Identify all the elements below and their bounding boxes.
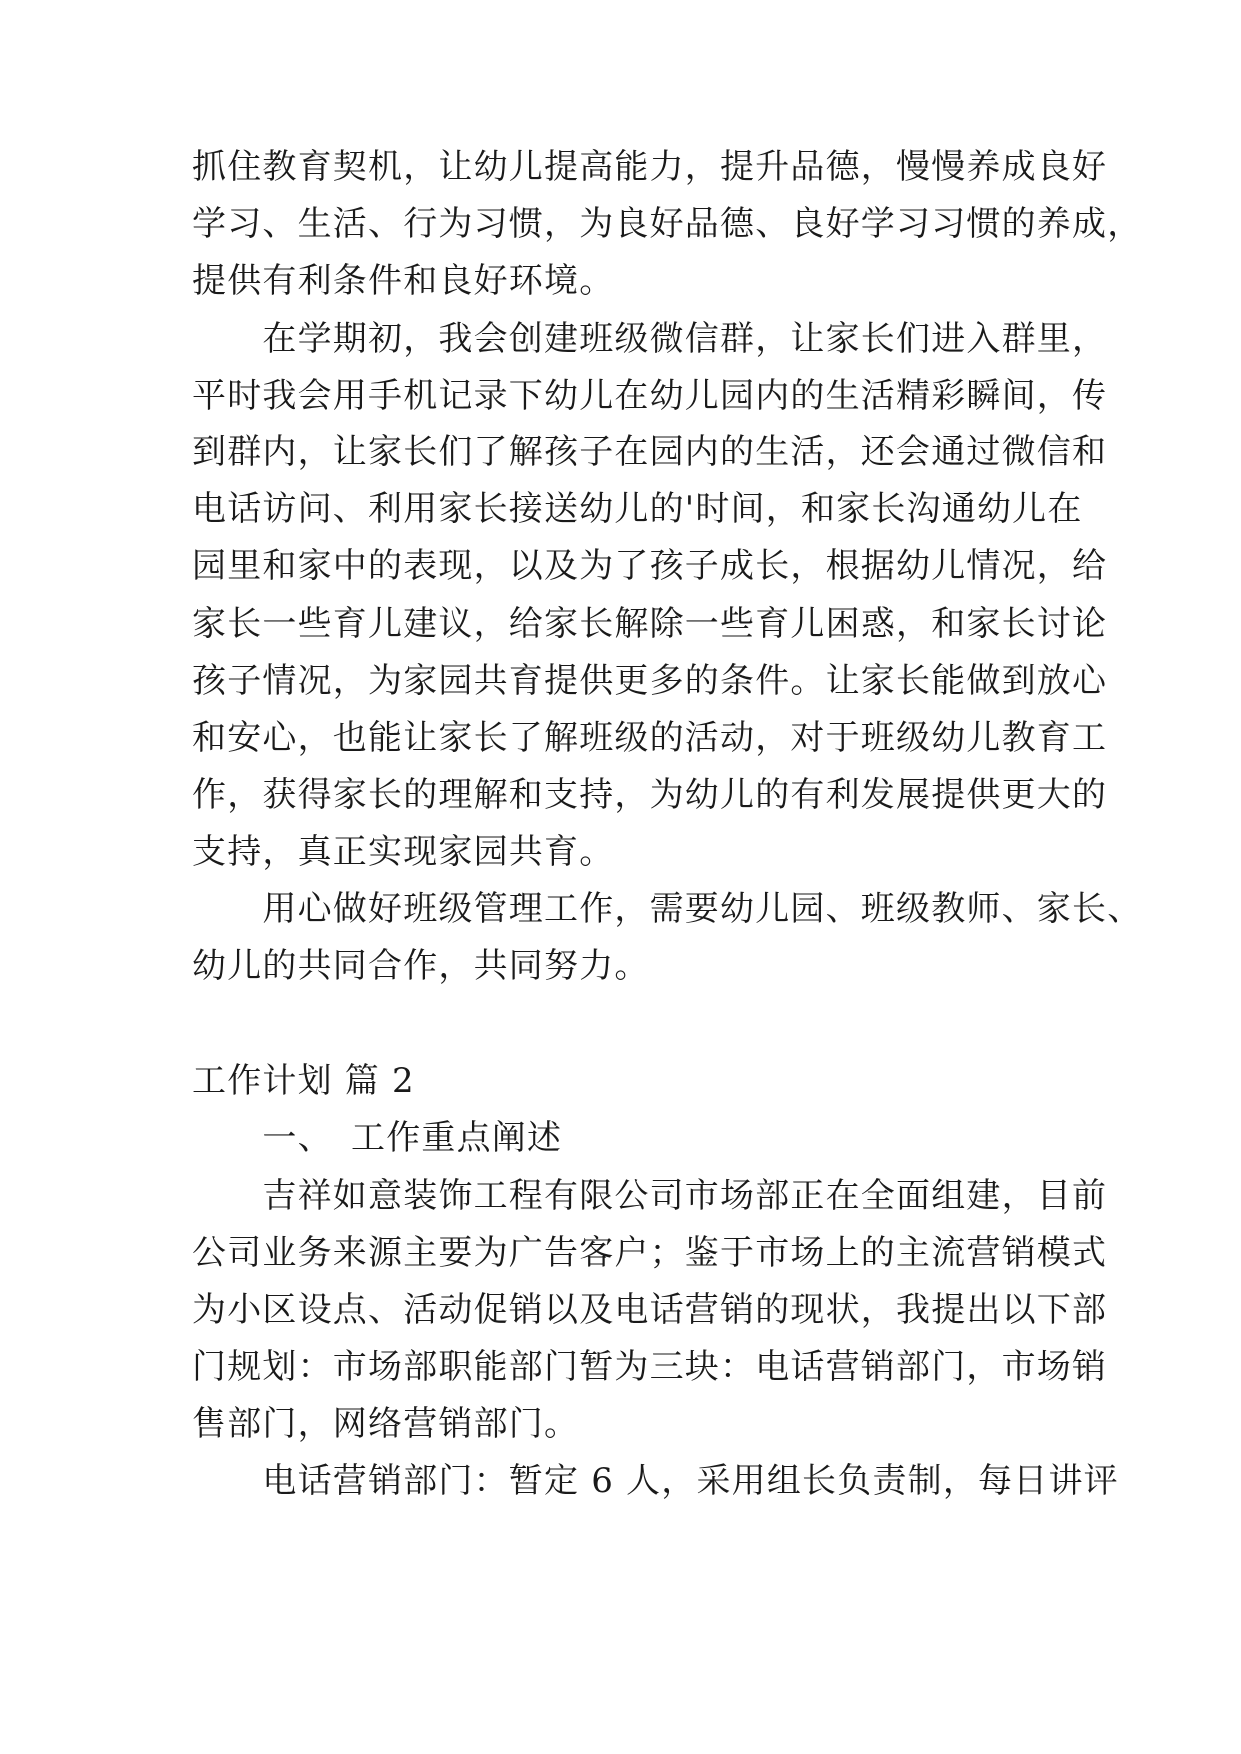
section-title: 工作计划 篇 2 <box>192 1061 415 1101</box>
paragraph-line: 电话营销部门：暂定 6 人，采用组长负责制，每日讲评 <box>192 1461 1119 1501</box>
paragraph-line: 电话访问、利用家长接送幼儿的'时间，和家长沟通幼儿在 <box>192 489 1083 529</box>
paragraph-line: 提供有利条件和良好环境。 <box>192 261 615 301</box>
paragraph-line: 用心做好班级管理工作，需要幼儿园、班级教师、家长、 <box>192 889 1143 929</box>
paragraph-line: 吉祥如意装饰工程有限公司市场部正在全面组建，目前 <box>192 1176 1108 1216</box>
paragraph-line: 门规划：市场部职能部门暂为三块：电话营销部门，市场销 <box>192 1347 1108 1387</box>
paragraph-line: 售部门，网络营销部门。 <box>192 1404 580 1444</box>
paragraph-line: 作，获得家长的理解和支持，为幼儿的有利发展提供更大的 <box>192 775 1108 815</box>
paragraph-line: 和安心，也能让家长了解班级的活动，对于班级幼儿教育工 <box>192 718 1108 758</box>
paragraph-line: 幼儿的共同合作，共同努力。 <box>192 946 650 986</box>
paragraph-line: 为小区设点、活动促销以及电话营销的现状，我提出以下部 <box>192 1290 1108 1330</box>
paragraph-line: 平时我会用手机记录下幼儿在幼儿园内的生活精彩瞬间，传 <box>192 376 1108 416</box>
paragraph-line: 支持，真正实现家园共育。 <box>192 832 615 872</box>
paragraph-line: 家长一些育儿建议，给家长解除一些育儿困惑，和家长讨论 <box>192 604 1108 644</box>
paragraph-line: 到群内，让家长们了解孩子在园内的生活，还会通过微信和 <box>192 432 1108 472</box>
paragraph-line: 在学期初，我会创建班级微信群，让家长们进入群里， <box>192 319 1108 359</box>
paragraph-line: 抓住教育契机，让幼儿提高能力，提升品德，慢慢养成良好 <box>192 147 1108 187</box>
paragraph-line: 公司业务来源主要为广告客户；鉴于市场上的主流营销模式 <box>192 1233 1108 1273</box>
paragraph-line: 园里和家中的表现，以及为了孩子成长，根据幼儿情况，给 <box>192 546 1108 586</box>
paragraph-line: 学习、生活、行为习惯，为良好品德、良好学习习惯的养成， <box>192 204 1143 244</box>
paragraph-line: 孩子情况，为家园共育提供更多的条件。让家长能做到放心 <box>192 661 1108 701</box>
subheading: 一、 工作重点阐述 <box>192 1118 563 1158</box>
